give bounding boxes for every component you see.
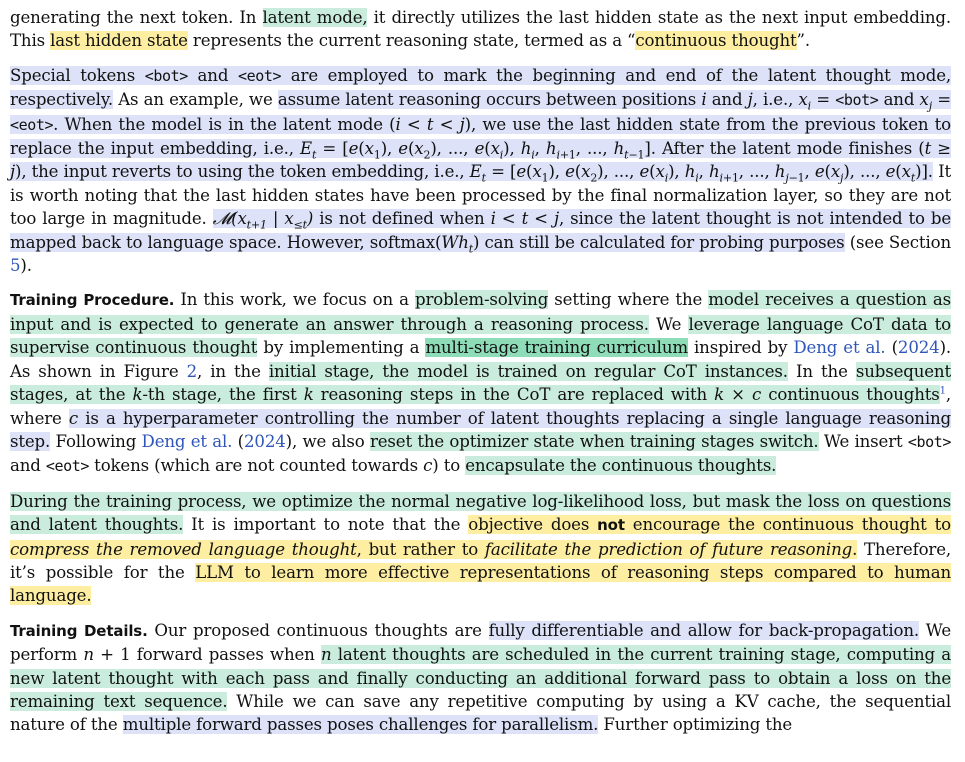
text: (see Section xyxy=(844,232,951,252)
math-embedding-latent: $E_t$ xyxy=(300,139,317,162)
math-model-distribution: $𝓜(x_{t+1}$ | $x_{\le t}$) xyxy=(212,209,314,232)
math-j: j xyxy=(747,90,753,110)
math-t-geq-j: t xyxy=(924,139,932,159)
text: In this work, we focus on a xyxy=(174,290,415,310)
highlight-differentiable: fully differentiable and allow for back-propagation. xyxy=(488,620,919,640)
highlight-llm-learn: LLM to learn more effective representations of reasoning steps compared to human language. xyxy=(10,562,951,606)
text: ( xyxy=(885,338,898,358)
text: Therefore, it’s possible for the xyxy=(10,539,951,582)
math-i-lt-t-lt-j: i xyxy=(490,209,496,229)
math-i: i xyxy=(701,90,707,110)
text: continuous thoughts xyxy=(761,385,940,405)
text xyxy=(207,209,213,228)
text: , but rather to xyxy=(356,539,485,559)
text: -th stage, the first xyxy=(142,385,304,405)
text: and xyxy=(706,90,748,110)
heading-training-details: Training Details. xyxy=(10,621,148,640)
figure-link[interactable]: 2 xyxy=(186,361,198,381)
math-k-times-c: k xyxy=(714,385,725,405)
citation-year-link[interactable]: 2024 xyxy=(897,338,940,358)
text: , in the xyxy=(197,361,269,381)
text: forward passes when xyxy=(130,645,321,665)
text: it directly utilizes the last hidden state as the next input embedding. This xyxy=(10,8,951,51)
text: ( xyxy=(232,431,244,451)
highlight-subsequent-stages: subsequent stages, at the k-th stage, the first k reasoning steps in the CoT are replaced with k × c continuous thoughts xyxy=(10,361,951,405)
text: We perform xyxy=(10,620,951,665)
highlight-not-defined: $𝓜(x_{t+1}$ | $x_{\le t}$) is not defined when i < t < j, since the latent thought is not intended to be mapped back to language space. However, $softmax(Wh_t)$ can still be calculated for probing purposes xyxy=(10,209,952,255)
math-c: c xyxy=(68,408,79,428)
text: ) to xyxy=(432,456,466,476)
text: is not defined when xyxy=(313,209,491,229)
text: . When the model is in the latent mode ( xyxy=(53,114,396,134)
text: ) can still be calculated for probing purposes xyxy=(473,232,845,252)
text: We xyxy=(648,314,689,334)
text: Following xyxy=(50,431,142,451)
highlight-reset-optimizer: reset the optimizer state when training stages switch. xyxy=(369,431,819,451)
math-xi: $x_i$ xyxy=(798,90,812,113)
text: We insert xyxy=(818,431,908,451)
text: subsequent stages, at the xyxy=(10,361,951,405)
text: , i.e., xyxy=(752,90,799,110)
text: Special tokens xyxy=(10,65,145,85)
text: ”. xyxy=(796,31,810,51)
math-k: k xyxy=(132,385,143,405)
highlight-latent-mode: latent mode, xyxy=(262,8,368,27)
text: latent thoughts are scheduled in the current training stage, computing a new latent thought with each pass and finally conducting an additional forward pass to obtain a loss on the remaining text sequence. xyxy=(10,645,952,711)
math-k: k xyxy=(303,385,314,405)
text: ). xyxy=(20,256,32,276)
eot-token: <eot> xyxy=(10,115,54,134)
highlight-last-hidden-state: last hidden state xyxy=(50,31,188,51)
highlight-nll-loss: During the training process, we optimize the normal negative log-likelihood loss, but mask the loss on questions and latent thoughts. xyxy=(10,491,951,535)
text: and xyxy=(10,456,46,476)
text: represents the current reasoning state, termed as a “ xyxy=(187,31,636,51)
paragraph-training-procedure xyxy=(10,288,951,478)
text: setting where the xyxy=(548,290,709,310)
citation-link[interactable]: Deng et al. xyxy=(793,338,886,358)
math-embedding-token: $E_t$ xyxy=(469,162,486,185)
text: encourage the continuous thought to xyxy=(624,515,951,535)
text: tokens (which are not counted towards xyxy=(89,456,424,476)
text: assume latent reasoning occurs between positions xyxy=(277,90,702,110)
section-link[interactable]: 5 xyxy=(10,256,21,276)
text: reasoning steps in the CoT are replaced with xyxy=(313,385,715,405)
text: are employed to mark the beginning and end of the latent thought mode, respectively. xyxy=(10,65,951,110)
text: Our proposed continuous thoughts are xyxy=(147,620,489,640)
text: inspired by xyxy=(687,338,794,358)
text: , where xyxy=(10,385,951,428)
text: . xyxy=(927,162,933,182)
paper-page xyxy=(10,6,951,748)
math-c: c xyxy=(423,456,433,476)
eot-token: <eot> xyxy=(45,457,90,476)
paragraph-special-tokens xyxy=(10,64,951,278)
math-Wht: $Wh_t$ xyxy=(441,232,474,255)
bold-not: not xyxy=(597,516,625,535)
highlight-leverage-cot: leverage language CoT data to supervise continuous thought xyxy=(10,314,951,358)
text: . After the latent mode finishes ( xyxy=(650,139,925,159)
text: objective does xyxy=(468,515,598,535)
math-n: n xyxy=(320,645,332,665)
text: generating the next token. In xyxy=(10,8,263,27)
italic-compress: compress the removed language thought xyxy=(10,539,357,559)
text: is a hyperparameter controlling the number of latent thoughts replacing a single language reasoning step. xyxy=(10,408,952,451)
text: ), the input reverts to using the token embedding, i.e., xyxy=(15,162,470,182)
italic-facilitate: facilitate the prediction of future reasoning xyxy=(484,539,853,559)
text: It is important to note that the xyxy=(183,515,469,535)
text: and xyxy=(187,65,238,85)
bot-token: <bot> xyxy=(144,66,188,85)
text: and xyxy=(878,90,920,110)
bot-token: <bot> xyxy=(835,91,879,110)
highlight-initial-stage: initial stage, the model is trained on regular CoT instances. xyxy=(268,361,788,381)
text: ), we use the last hidden state from the previous token to replace the input embedding, i.e., xyxy=(10,114,951,159)
highlight-continuous-thought: continuous thought xyxy=(635,31,797,51)
citation-link[interactable]: Deng et al. xyxy=(141,431,233,451)
highlight-model-receives: model receives a question as input and is expected to generate an answer through a reasoning process. xyxy=(10,290,951,334)
paragraph-training-objective xyxy=(10,490,951,608)
highlight-parallelism: multiple forward passes poses challenges for parallelism. xyxy=(122,715,599,735)
citation-year-link[interactable]: 2024 xyxy=(244,431,286,451)
highlight-problem-solving: problem-solving xyxy=(414,290,549,310)
math-i-lt-t-lt-j: i xyxy=(395,114,401,134)
heading-training-procedure: Training Procedure. xyxy=(10,291,175,310)
text: Further optimizing the xyxy=(598,715,793,735)
text: by implementing a xyxy=(257,338,426,358)
highlight-latent-reasoning-example: assume latent reasoning occurs between positions i and j, i.e., $x_i = <bot>$ and $x_j = <eot>$. When the model is in the latent mode (i < t < j), we use the last hidden state from the previous token to replace the input embedding, i.e., $E_t = [e(x_1)$, $e(x_2)$, ..., $e(x_i)$, $h_i$, $h_{i+1}$, ..., $h_{t-1}$]. After the latent mode finishes (t ≥ j), the input reverts to using the token embedding, i.e., $E_t = [e(x_1)$, $e(x_2)$, ..., $e(x_i)$, $h_i$, $h_{i+1}$, ..., $h_{j-1}$, $e(x_j)$, ..., $e(x_t)$]. xyxy=(10,90,952,185)
text: ), we also xyxy=(285,431,370,451)
math-xj: $x_j$ xyxy=(919,90,933,113)
bot-token: <bot> xyxy=(907,432,952,451)
text: , since the latent thought is not intended to be mapped back to language space. However, softmax( xyxy=(10,209,952,252)
text: As an example, we xyxy=(112,90,278,110)
footnote-link[interactable]: 1 xyxy=(939,385,946,397)
text: It is worth noting that the last hidden states have been processed by the final normalization layer, so they are not too large in magnitude. xyxy=(10,162,952,229)
paragraph-training-details: Training Details. Our proposed continuous thoughts are fully differentiable and allow for back-propagation. We perform n + 1 forward passes when n latent thoughts are scheduled in the current training stage, computing a new latent thought with each pass and finally conducting an additional forward pass to obtain a loss on the remaining text sequence. While we can save any repetitive computing by using a KV cache, the sequential nature of the multiple forward passes poses challenges for parallelism. Further optimizing the xyxy=(10,620,952,735)
paragraph-latent-mode xyxy=(10,6,951,53)
highlight-curriculum: multi-stage training curriculum xyxy=(425,338,688,358)
text: . xyxy=(852,539,858,559)
text: While we can save any repetitive computing by using a KV cache, the sequential nature of the xyxy=(10,691,952,735)
text: ). As shown in Figure xyxy=(10,338,952,381)
text: In the xyxy=(787,361,856,381)
eot-token: <eot> xyxy=(237,66,282,85)
math-n-plus-1: n xyxy=(83,645,94,665)
highlight-encapsulate: encapsulate the continuous thoughts. xyxy=(465,456,777,476)
